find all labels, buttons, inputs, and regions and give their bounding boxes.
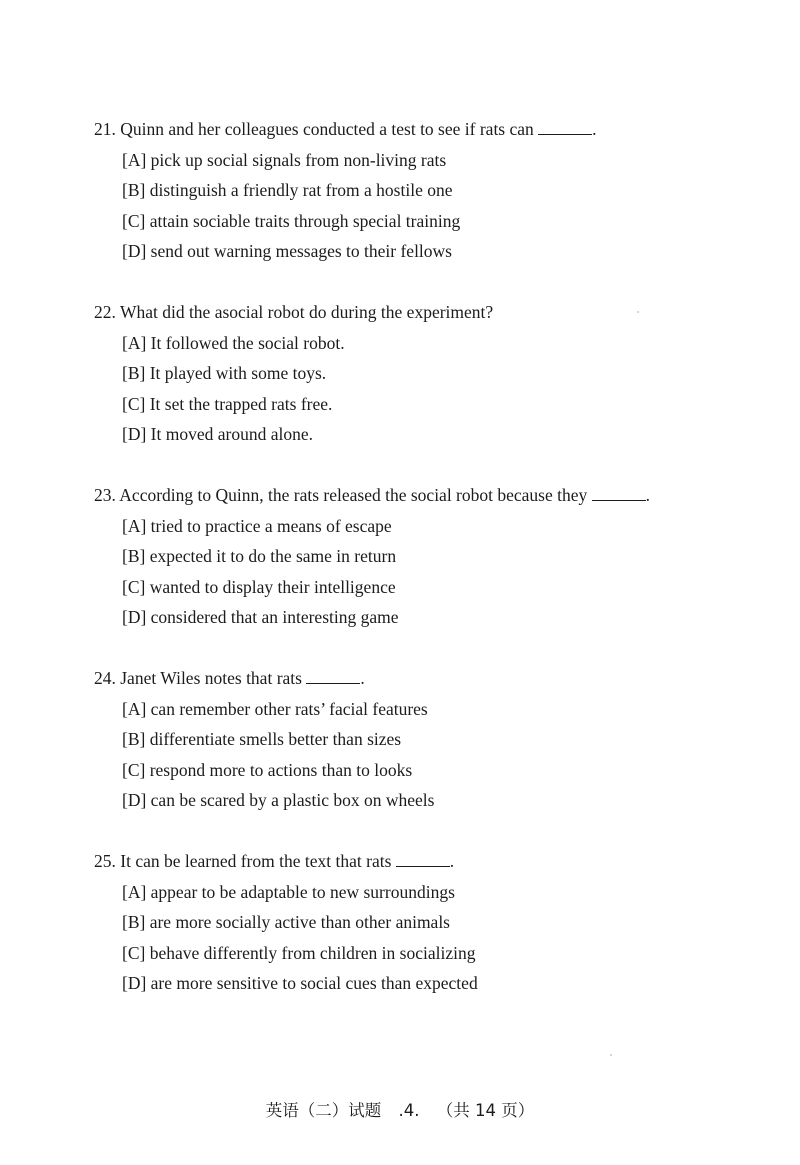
option-a: [A] pick up social signals from non-living rats (122, 149, 447, 170)
option-c: [C] behave differently from children in socializing (122, 942, 476, 963)
question-24 (94, 668, 774, 821)
option-list (94, 882, 774, 994)
answer-blank (396, 851, 450, 867)
question-25 (94, 851, 774, 1004)
option-b: [B] distinguish a friendly rat from a hostile one (122, 180, 453, 200)
option-d: [D] It moved around alone. (122, 424, 313, 444)
question-number: 23. (94, 485, 116, 505)
option-list (94, 699, 774, 811)
option-d: [D] can be scared by a plastic box on wheels (122, 790, 435, 810)
option-d: [D] are more sensitive to social cues than expected (122, 973, 478, 993)
answer-blank (306, 668, 360, 684)
question-text: Quinn and her colleagues conducted a test to see if rats can (120, 119, 534, 139)
answer-blank (592, 485, 646, 501)
question-text: According to Quinn, the rats released the social robot because they (119, 485, 588, 505)
question-number: 21. (94, 119, 116, 139)
option-c: [C] attain sociable traits through special training (122, 210, 461, 231)
question-text: Janet Wiles notes that rats (120, 668, 302, 688)
option-a: [A] appear to be adaptable to new surroundings (122, 881, 455, 902)
option-a: [A] It followed the social robot. (122, 332, 345, 353)
page-footer (0, 1097, 800, 1121)
question-stem (94, 851, 774, 871)
question-end-punct: . (592, 119, 597, 139)
answer-blank (538, 119, 592, 135)
question-end-punct: . (360, 668, 365, 688)
footer-subject: 英语（二）试题 (265, 1101, 382, 1120)
footer-total-pages: （共 14 页） (436, 1101, 535, 1120)
footer-page-number: .4. (398, 1101, 420, 1120)
option-c: [C] wanted to display their intelligence (122, 576, 396, 597)
option-b: [B] expected it to do the same in return (122, 546, 397, 566)
option-list (94, 150, 774, 262)
question-stem (94, 668, 774, 688)
question-23 (94, 485, 774, 638)
option-c: [C] respond more to actions than to looks (122, 759, 413, 780)
option-b: [B] differentiate smells better than sizes (122, 729, 402, 749)
option-list (94, 333, 774, 445)
question-stem (94, 485, 774, 505)
option-c: [C] It set the trapped rats free. (122, 393, 333, 414)
question-text: It can be learned from the text that rats (120, 851, 392, 871)
option-b: [B] are more socially active than other animals (122, 912, 450, 932)
question-stem (94, 119, 774, 139)
option-d: [D] considered that an interesting game (122, 607, 399, 627)
option-a: [A] can remember other rats’ facial features (122, 698, 428, 719)
scan-speck (637, 311, 639, 313)
option-b: [B] It played with some toys. (122, 363, 327, 383)
question-number: 25. (94, 851, 116, 871)
question-end-punct: . (645, 485, 651, 505)
option-list (94, 516, 774, 628)
question-end-punct: . (449, 851, 455, 871)
question-number: 24. (94, 668, 116, 688)
option-a: [A] tried to practice a means of escape (122, 515, 392, 536)
question-21 (94, 119, 774, 272)
option-d: [D] send out warning messages to their fellows (122, 241, 452, 261)
scan-speck (610, 1054, 612, 1056)
question-stem (94, 302, 774, 322)
question-22 (94, 302, 774, 455)
question-text: What did the asocial robot do during the experiment? (119, 302, 494, 322)
question-number: 22. (94, 302, 116, 322)
